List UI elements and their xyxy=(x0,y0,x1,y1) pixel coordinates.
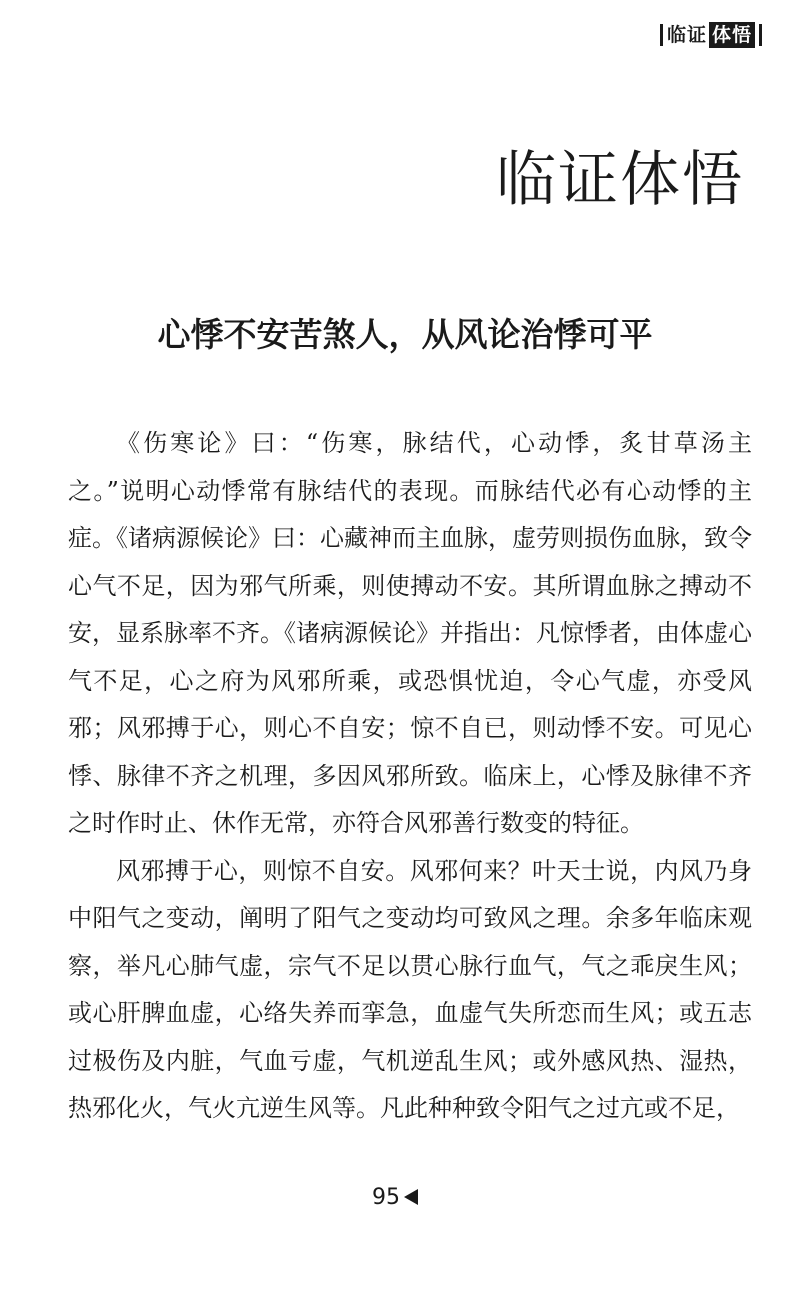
header-label-light: 临证 xyxy=(666,24,707,46)
body-text xyxy=(68,420,752,1133)
header-bar-right xyxy=(759,24,762,46)
running-header xyxy=(656,22,766,48)
left-arrow-icon xyxy=(404,1189,418,1205)
paragraph-1: 《伤寒论》曰：“伤寒，脉结代，心动悸，炙甘草汤主之。”说明心动悸常有脉结代的表现。而脉结代必有心动悸的主症。《诸病源候论》曰：心藏神而主血脉，虚劳则损伤血脉，致令心气不足，因为邪气所乘，则使搏动不安。其所谓血脉之搏动不安，显系脉率不齐。《诸病源候论》并指出：凡惊悸者，由体虚心气不足，心之府为风邪所乘，或恐惧忧迫，令心气虚，亦受风邪；风邪搏于心，则心不自安；惊不自已，则动悸不安。可见心悸、脉律不齐之机理，多因风邪所致。临床上，心悸及脉律不齐之时作时止、休作无常，亦符合风邪善行数变的特征。 xyxy=(68,429,752,837)
page-footer xyxy=(0,1178,790,1218)
header-label-dark: 体悟 xyxy=(709,22,755,48)
page-number: 95 xyxy=(372,1185,400,1210)
chapter-title: 临证体悟 xyxy=(496,145,744,215)
paragraph-2: 风邪搏于心，则惊不自安。风邪何来？叶天士说，内风乃身中阳气之变动，阐明了阳气之变动均可致风之理。余多年临床观察，举凡心肺气虚，宗气不足以贯心脉行血气，气之乖戾生风；或心肝脾血虚，心络失养而挛急，血虚气失所恋而生风；或五志过极伤及内脏，气血亏虚，气机逆乱生风；或外感风热、湿热，热邪化火，气火亢逆生风等。凡此种种致令阳气之过亢或不足， xyxy=(68,856,752,1122)
header-bar-left xyxy=(660,24,663,46)
section-title: 心悸不安苦煞人，从风论治悸可平 xyxy=(157,315,653,354)
